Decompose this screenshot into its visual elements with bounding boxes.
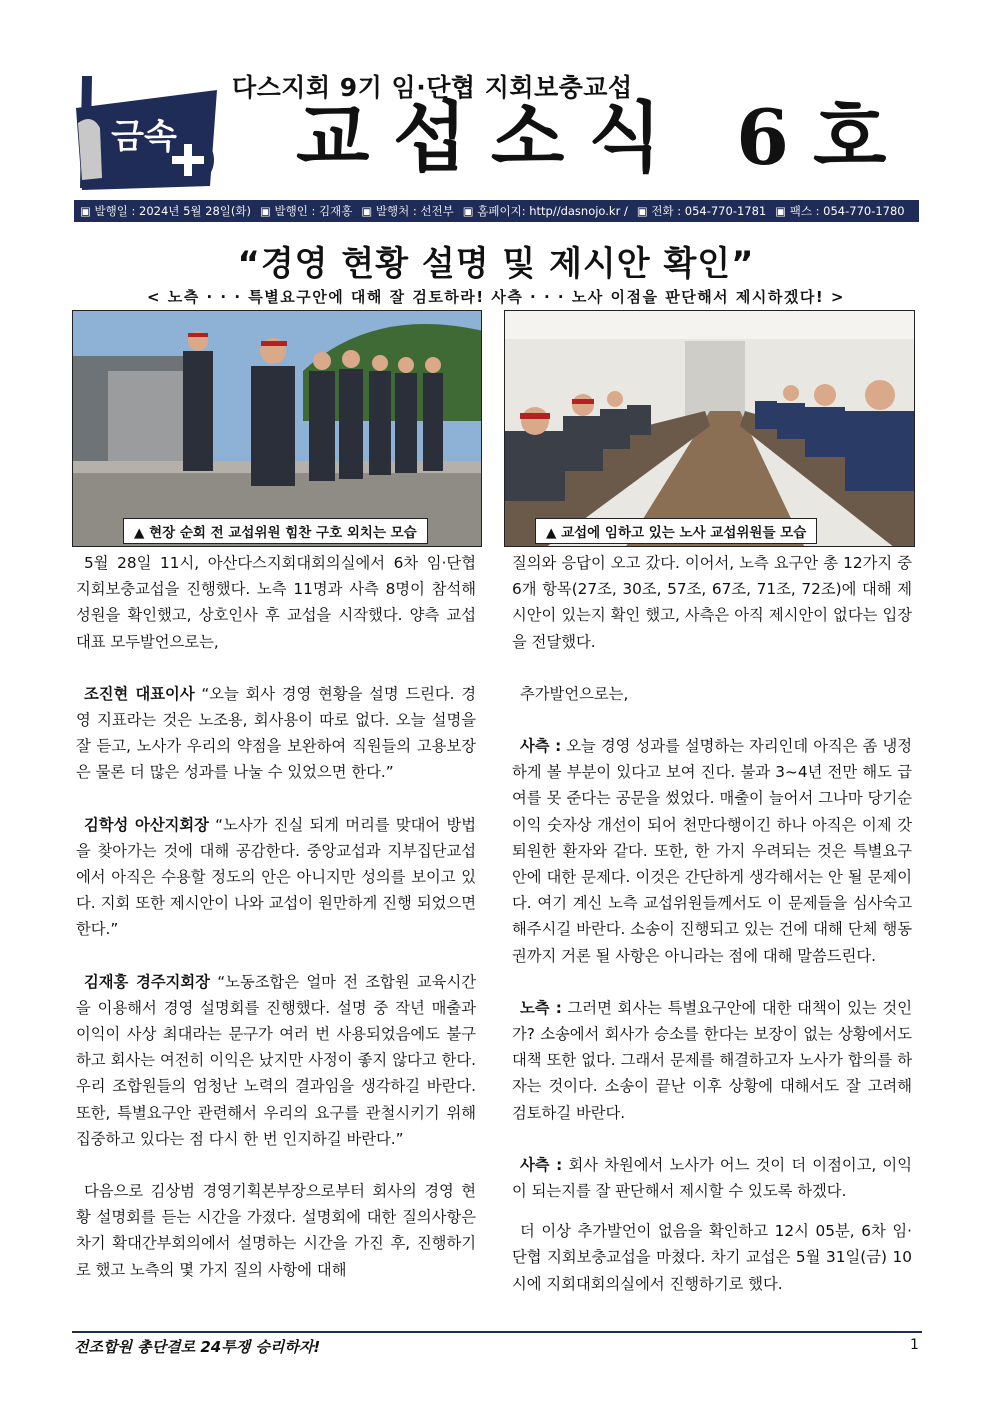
publication-info-bar <box>74 200 919 222</box>
paragraph-union-remark: 노측 : 그러면 회사는 특별요구안에 대한 대책이 있는 것인가? 소송에서 회사가 승소를 한다는 보장이 없는 상황에서도 대책 또한 없다. 그래서 문제를 해결하고자 노사가 합의를 하자는 것이다. 소송이 끝난 이후 상황에 대해서도 잘 고려해 검토하길 바란다. <box>512 998 912 1122</box>
info-publisher: ▣ 발행인 : 김재홍 <box>259 204 353 218</box>
info-phone: ▣ 전화 : 054-770-1781 <box>636 204 767 218</box>
info-fax: ▣ 팩스 : 054-770-1780 <box>775 204 905 218</box>
paragraph-intro: 5월 28일 11시, 아산다스지회대회의실에서 6차 임·단협 지회보충교섭을 진행했다. 노측 11명과 사측 8명이 참석해 성원을 확인했고, 상호인사 후 교섭을 시작했다. 양측 교섭 대표 모두발언으로는, <box>76 554 476 651</box>
photo-rally <box>72 310 482 547</box>
photo-negotiation-caption: ▲ 교섭에 임하고 있는 노사 교섭위원들 모습 <box>535 518 817 544</box>
article-subheadline: < 노측 · · · 특별요구안에 대해 잘 검토하라! 사측 · · · 노사 이점을 판단해서 제시하겠다! > <box>147 288 845 306</box>
paragraph-ceo-statement: 조진현 대표이사 “오늘 회사 경영 현황을 설명 드린다. 경영 지표라는 것은 노조용, 회사용이 따로 없다. 오늘 설명을 잘 듣고, 노사가 우리의 약점을 보완하여 직원들의 고용보장은 물론 더 많은 성과를 나눌 수 있었으면 한다.” <box>76 684 476 782</box>
article-right-column <box>512 550 912 1297</box>
paragraph-management-remark-1: 사측 : 오늘 경영 성과를 설명하는 자리인데 아직은 좀 냉정하게 볼 부분이 있다고 보여 진다. 불과 3~4년 전만 해도 급여를 못 준다는 공문을 썼었다. 매출이 늘어서 그나마 당기순이익 숫자상 개선이 되어 천만다행이긴 하나 아직은 이제 갓 퇴원한 환자와 같다. 또한, 한 가지 우려되는 것은 특별요구안에 대한 문제다. 이것은 간단하게 생각해서는 안 될 문제이다. 여기 계신 노측 교섭위원들께서도 이 문제들을 심사숙고 해주시길 바란다. 소송이 진행되고 있는 건에 대해 단체 행동권까지 거론 될 사항은 아니라는 점에 대해 말씀드린다. <box>512 737 912 965</box>
info-date: ▣ 발행일 : 2024년 5월 28일(화) <box>80 204 251 218</box>
footer-divider <box>72 1331 922 1333</box>
speaker-name: 김학성 아산지회장 <box>84 815 209 834</box>
speaker-name: 노측 : <box>520 998 562 1017</box>
newsletter-subtitle: 다스지회 9기 임·단협 지회보충교섭 <box>232 73 633 102</box>
article-headline: “경영 현황 설명 및 제시안 확인” <box>237 244 755 284</box>
speaker-name: 김재홍 경주지회장 <box>84 972 210 991</box>
photo-negotiation <box>504 310 915 547</box>
info-homepage[interactable]: ▣ 홈페이지: http//dasnojo.kr / <box>462 204 628 218</box>
speaker-name: 조진현 대표이사 <box>84 684 195 703</box>
speaker-name: 사측 : <box>520 1155 563 1174</box>
info-issuer: ▣ 발행처 : 선전부 <box>361 204 454 218</box>
paragraph-additional: 추가발언으로는, <box>520 684 629 703</box>
speaker-name: 사측 : <box>520 737 562 756</box>
union-logo <box>72 68 222 196</box>
article-left-column <box>76 550 476 1283</box>
paragraph-qa: 질의와 응답이 오고 갔다. 이어서, 노측 요구안 총 12가지 중 6개 항목(27조, 30조, 57조, 67조, 71조, 72조)에 대해 제시안이 있는지 확인 했고, 사측은 아직 제시안이 없다는 입장을 전달했다. <box>512 554 912 651</box>
photo-rally-caption: ▲ 현장 순회 전 교섭위원 힘찬 구호 외치는 모습 <box>123 518 428 544</box>
footer-slogan: 전조합원 총단결로 24투쟁 승리하자! <box>74 1338 321 1356</box>
paragraph-closing: 더 이상 추가발언이 없음을 확인하고 12시 05분, 6차 임·단협 지회보충교섭을 마쳤다. 차기 교섭은 5월 31일(금) 10시에 지회대회의실에서 진행하기로 했다. <box>512 1222 912 1293</box>
page-number: 1 <box>910 1337 919 1353</box>
logo-text: 금속 <box>111 117 177 157</box>
newsletter-title: 교섭소식 6호 <box>296 93 911 182</box>
paragraph-gyeongju-chair-statement: 김재홍 경주지회장 “노동조합은 얼마 전 조합원 교육시간을 이용해서 경영 설명회를 진행했다. 설명 중 작년 매출과 이익이 사상 최대라는 문구가 여러 번 사용되었음에도 불구하고 회사는 여전히 이익은 났지만 사정이 좋지 않다고 한다. 우리 조합원들의 엄청난 노력의 결과임을 생각하길 바란다. 또한, 특별요구안 관련해서 우리의 요구를 관철시키기 위해 집중하고 있다는 점 다시 한 번 인지하길 바란다.” <box>76 972 476 1148</box>
paragraph-management-remark-2: 사측 : 회사 차원에서 노사가 어느 것이 더 이점이고, 이익이 되는지를 잘 판단해서 제시할 수 있도록 하겠다. <box>512 1155 912 1201</box>
paragraph-briefing: 다음으로 김상범 경영기획본부장으로부터 회사의 경영 현황 설명회를 듣는 시간을 가졌다. 설명회에 대한 질의사항은 차기 확대간부회의에서 설명하는 시간을 가진 후, 진행하기로 했고 노측의 몇 가지 질의 사항에 대해 <box>76 1182 476 1279</box>
paragraph-asan-chair-statement: 김학성 아산지회장 “노사가 진실 되게 머리를 맞대어 방법을 찾아가는 것에 대해 공감한다. 중앙교섭과 지부집단교섭에서 아직은 수용할 정도의 안은 아니지만 성의를 보이고 있다. 지회 또한 제시안이 나와 교섭이 원만하게 진행 되었으면 한다.” <box>76 815 476 939</box>
